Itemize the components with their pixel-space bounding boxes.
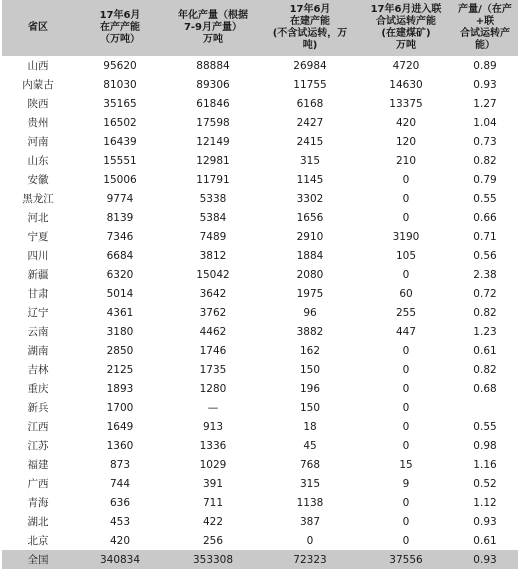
cell-under-construction: 315 <box>299 477 321 490</box>
cell-operating-capacity: 7346 <box>106 230 134 243</box>
table-row <box>2 170 518 189</box>
table-row <box>2 531 518 550</box>
cell-annualized-output: 88884 <box>196 59 230 72</box>
cell-province: 云南 <box>27 326 49 338</box>
cell-under-construction: 1145 <box>296 173 324 186</box>
cell-province: 新兵 <box>27 402 49 414</box>
cell-under-construction: 96 <box>303 306 317 319</box>
cell-annualized-output: 5338 <box>199 192 227 205</box>
cell-annualized-output: 4462 <box>199 325 227 338</box>
cell-annualized-output: 1336 <box>199 439 227 452</box>
cell-province: 陕西 <box>27 98 49 110</box>
cell-operating-capacity: 8139 <box>106 211 134 224</box>
header-trial-operation: 17年6月进入联 合试运转产能 (在建煤矿) 万吨 <box>370 4 442 51</box>
cell-province: 江西 <box>27 421 49 433</box>
total-output-ratio: 0.93 <box>452 550 518 569</box>
cell-annualized-output: 256 <box>202 534 224 547</box>
cell-operating-capacity: 5014 <box>106 287 134 300</box>
header-operating-capacity: 17年6月 在产产能 （万吨） <box>99 10 141 45</box>
cell-trial-operation: 3190 <box>392 230 420 243</box>
cell-output-ratio: 0.73 <box>473 135 497 148</box>
cell-province: 山西 <box>27 60 49 72</box>
table-row <box>2 208 518 227</box>
table-row <box>2 360 518 379</box>
table-row <box>2 284 518 303</box>
cell-trial-operation: 0 <box>402 496 410 509</box>
cell-under-construction: 1138 <box>296 496 324 509</box>
cell-operating-capacity: 2125 <box>106 363 134 376</box>
table-row <box>2 303 518 322</box>
cell-trial-operation: 210 <box>395 154 417 167</box>
cell-under-construction: 768 <box>299 458 321 471</box>
cell-under-construction: 45 <box>303 439 317 452</box>
cell-annualized-output: 12149 <box>196 135 230 148</box>
cell-output-ratio: 0.55 <box>473 420 497 433</box>
cell-annualized-output: 5384 <box>199 211 227 224</box>
table-row <box>2 417 518 436</box>
cell-province: 宁夏 <box>27 231 49 243</box>
cell-province: 河北 <box>27 212 49 224</box>
cell-operating-capacity: 3180 <box>106 325 134 338</box>
cell-province: 河南 <box>27 136 49 148</box>
cell-trial-operation: 60 <box>399 287 413 300</box>
total-annualized-output: 353308 <box>166 550 260 569</box>
cell-province: 内蒙古 <box>22 79 54 91</box>
cell-under-construction: 387 <box>299 515 321 528</box>
total-under-construction: 72323 <box>260 550 360 569</box>
cell-operating-capacity: 1893 <box>106 382 134 395</box>
cell-under-construction: 150 <box>299 401 321 414</box>
cell-province: 吉林 <box>27 364 49 376</box>
cell-operating-capacity: 744 <box>109 477 131 490</box>
table-row <box>2 189 518 208</box>
cell-output-ratio: 1.27 <box>473 97 497 110</box>
total-trial-operation: 37556 <box>360 550 452 569</box>
table-row <box>2 132 518 151</box>
cell-operating-capacity: 9774 <box>106 192 134 205</box>
cell-output-ratio: 0.82 <box>473 306 497 319</box>
cell-trial-operation: 0 <box>402 534 410 547</box>
cell-annualized-output: 1280 <box>199 382 227 395</box>
cell-under-construction: 3302 <box>296 192 324 205</box>
table-row <box>2 341 518 360</box>
cell-annualized-output: 11791 <box>196 173 230 186</box>
cell-province: 重庆 <box>27 383 49 395</box>
table-body <box>2 56 518 569</box>
cell-operating-capacity: 16502 <box>103 116 137 129</box>
cell-operating-capacity: 6684 <box>106 249 134 262</box>
cell-annualized-output: 391 <box>202 477 224 490</box>
cell-output-ratio: 0.89 <box>473 59 497 72</box>
cell-output-ratio: 0.98 <box>473 439 497 452</box>
cell-province: 江苏 <box>27 440 49 452</box>
cell-annualized-output: 15042 <box>196 268 230 281</box>
cell-under-construction: 150 <box>299 363 321 376</box>
cell-output-ratio <box>452 398 518 417</box>
cell-province: 新疆 <box>27 269 49 281</box>
table-row <box>2 493 518 512</box>
cell-trial-operation: 0 <box>402 173 410 186</box>
cell-annualized-output: 3812 <box>199 249 227 262</box>
table-row <box>2 151 518 170</box>
cell-trial-operation: 15 <box>399 458 413 471</box>
cell-under-construction: 162 <box>299 344 321 357</box>
table-row <box>2 512 518 531</box>
cell-annualized-output: 89306 <box>196 78 230 91</box>
cell-province: 辽宁 <box>27 307 49 319</box>
cell-trial-operation: 13375 <box>389 97 423 110</box>
cell-annualized-output: 1029 <box>199 458 227 471</box>
total-province: 全国 <box>2 550 74 569</box>
cell-annualized-output: 1735 <box>199 363 227 376</box>
cell-trial-operation: 0 <box>402 268 410 281</box>
cell-operating-capacity: 81030 <box>103 78 137 91</box>
cell-output-ratio: 1.16 <box>473 458 497 471</box>
cell-annualized-output: 913 <box>202 420 224 433</box>
cell-under-construction: 0 <box>306 534 314 547</box>
cell-province: 湖北 <box>27 516 49 528</box>
cell-trial-operation: 255 <box>395 306 417 319</box>
cell-annualized-output: 61846 <box>196 97 230 110</box>
cell-under-construction: 1884 <box>296 249 324 262</box>
cell-trial-operation: 0 <box>402 439 410 452</box>
cell-trial-operation: 420 <box>395 116 417 129</box>
cell-under-construction: 2415 <box>296 135 324 148</box>
cell-operating-capacity: 636 <box>109 496 131 509</box>
cell-output-ratio: 0.61 <box>473 534 497 547</box>
cell-annualized-output: 17598 <box>196 116 230 129</box>
total-operating-capacity: 340834 <box>74 550 166 569</box>
table-row <box>2 75 518 94</box>
cell-output-ratio: 0.56 <box>473 249 497 262</box>
cell-province: 四川 <box>27 250 49 262</box>
cell-annualized-output: 711 <box>202 496 224 509</box>
cell-under-construction: 315 <box>299 154 321 167</box>
cell-operating-capacity: 16439 <box>103 135 137 148</box>
cell-trial-operation: 0 <box>402 420 410 433</box>
cell-trial-operation: 0 <box>402 363 410 376</box>
cell-under-construction: 11755 <box>293 78 327 91</box>
cell-operating-capacity: 453 <box>109 515 131 528</box>
cell-operating-capacity: 2850 <box>106 344 134 357</box>
table-header <box>2 0 518 56</box>
cell-output-ratio: 0.93 <box>473 515 497 528</box>
cell-operating-capacity: 35165 <box>103 97 137 110</box>
cell-province: 贵州 <box>27 117 49 129</box>
cell-under-construction: 2910 <box>296 230 324 243</box>
cell-output-ratio: 2.38 <box>473 268 497 281</box>
cell-operating-capacity: 95620 <box>103 59 137 72</box>
cell-trial-operation: 4720 <box>392 59 420 72</box>
cell-trial-operation: 120 <box>395 135 417 148</box>
cell-trial-operation: 0 <box>402 211 410 224</box>
table-row <box>2 265 518 284</box>
cell-under-construction: 1975 <box>296 287 324 300</box>
cell-province: 福建 <box>27 459 49 471</box>
cell-annualized-output: 12981 <box>196 154 230 167</box>
table-row <box>2 379 518 398</box>
cell-province: 广西 <box>27 478 49 490</box>
cell-under-construction: 18 <box>303 420 317 433</box>
cell-trial-operation: 0 <box>402 401 410 414</box>
table-row <box>2 398 518 417</box>
cell-under-construction: 196 <box>299 382 321 395</box>
cell-trial-operation: 0 <box>402 344 410 357</box>
cell-output-ratio: 0.93 <box>473 78 497 91</box>
cell-trial-operation: 0 <box>402 515 410 528</box>
table-row <box>2 113 518 132</box>
header-under-construction: 17年6月 在建产能 (不含试运转，万 吨) <box>272 4 348 51</box>
cell-trial-operation: 447 <box>395 325 417 338</box>
cell-output-ratio: 0.79 <box>473 173 497 186</box>
cell-output-ratio: 1.04 <box>473 116 497 129</box>
header-annualized-output: 年化产量（根据 7-9月产量） 万吨 <box>178 10 248 45</box>
cell-operating-capacity: 6320 <box>106 268 134 281</box>
cell-output-ratio: 0.55 <box>473 192 497 205</box>
table-row <box>2 94 518 113</box>
cell-trial-operation: 105 <box>395 249 417 262</box>
cell-output-ratio: 0.66 <box>473 211 497 224</box>
cell-output-ratio: 0.52 <box>473 477 497 490</box>
cell-under-construction: 3882 <box>296 325 324 338</box>
cell-trial-operation: 9 <box>402 477 410 490</box>
cell-annualized-output: 3642 <box>199 287 227 300</box>
cell-output-ratio: 1.23 <box>473 325 497 338</box>
table-row <box>2 246 518 265</box>
cell-trial-operation: 0 <box>402 192 410 205</box>
cell-output-ratio: 0.71 <box>473 230 497 243</box>
table-row <box>2 56 518 75</box>
cell-output-ratio: 0.82 <box>473 363 497 376</box>
cell-under-construction: 2427 <box>296 116 324 129</box>
cell-output-ratio: 1.12 <box>473 496 497 509</box>
header-province: 省区 <box>28 22 48 33</box>
cell-province: 安徽 <box>27 174 49 186</box>
cell-province: 山东 <box>27 155 49 167</box>
table-row <box>2 455 518 474</box>
cell-operating-capacity: 420 <box>109 534 131 547</box>
cell-output-ratio: 0.68 <box>473 382 497 395</box>
cell-annualized-output: 7489 <box>199 230 227 243</box>
cell-operating-capacity: 1700 <box>106 401 134 414</box>
coal-capacity-table <box>2 0 518 569</box>
cell-trial-operation: 0 <box>402 382 410 395</box>
cell-operating-capacity: 15551 <box>103 154 137 167</box>
cell-operating-capacity: 4361 <box>106 306 134 319</box>
cell-output-ratio: 0.61 <box>473 344 497 357</box>
cell-output-ratio: 0.72 <box>473 287 497 300</box>
cell-under-construction: 1656 <box>296 211 324 224</box>
table-row <box>2 474 518 493</box>
cell-under-construction: 6168 <box>296 97 324 110</box>
cell-annualized-output: — <box>207 401 219 414</box>
table-row <box>2 227 518 246</box>
cell-annualized-output: 422 <box>202 515 224 528</box>
table-row <box>2 322 518 341</box>
cell-output-ratio: 0.82 <box>473 154 497 167</box>
header-row <box>2 0 518 56</box>
header-output-ratio: 产量/（在产+联 合试运转产能） <box>458 4 512 51</box>
cell-annualized-output: 3762 <box>199 306 227 319</box>
cell-under-construction: 2080 <box>296 268 324 281</box>
cell-province: 甘肃 <box>27 288 49 300</box>
cell-province: 青海 <box>27 497 49 509</box>
cell-province: 湖南 <box>27 345 49 357</box>
total-row <box>2 550 518 569</box>
cell-province: 黑龙江 <box>22 193 54 205</box>
cell-operating-capacity: 873 <box>109 458 131 471</box>
cell-under-construction: 26984 <box>293 59 327 72</box>
cell-operating-capacity: 15006 <box>103 173 137 186</box>
cell-operating-capacity: 1360 <box>106 439 134 452</box>
cell-operating-capacity: 1649 <box>106 420 134 433</box>
table-row <box>2 436 518 455</box>
cell-trial-operation: 14630 <box>389 78 423 91</box>
cell-province: 北京 <box>27 535 49 547</box>
cell-annualized-output: 1746 <box>199 344 227 357</box>
